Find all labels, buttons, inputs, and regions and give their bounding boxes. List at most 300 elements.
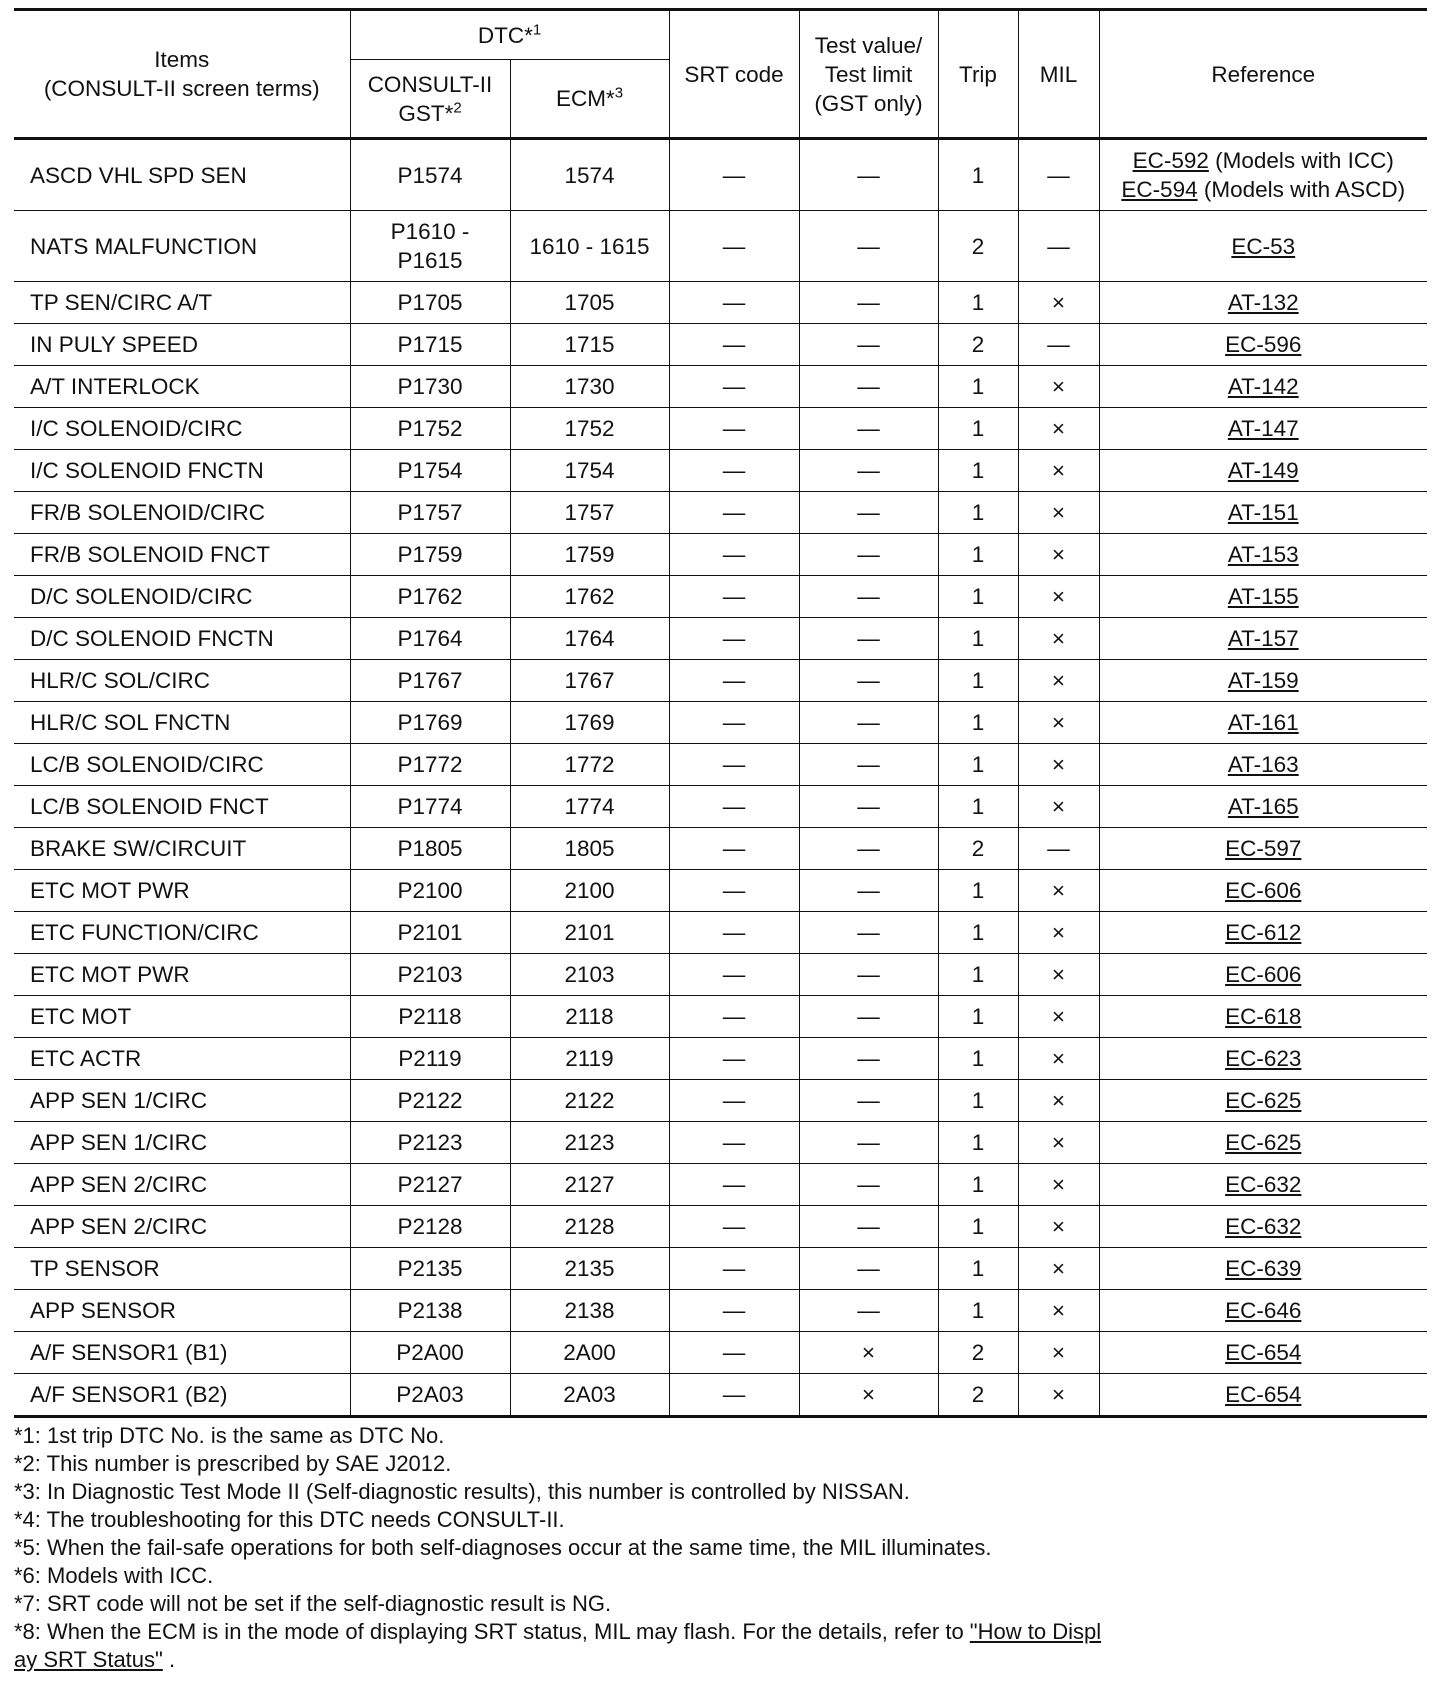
- table-row: [14, 786, 1427, 828]
- cell-reference: [1099, 282, 1427, 324]
- cell-srt: —: [669, 1038, 799, 1080]
- cell-consult-line2: P1615: [397, 248, 463, 273]
- table-row: [14, 492, 1427, 534]
- cell-trip: 1: [938, 702, 1018, 744]
- cell-consult: P1764: [350, 618, 510, 660]
- cell-item: D/C SOLENOID/CIRC: [14, 576, 350, 618]
- cell-reference: [1099, 954, 1427, 996]
- header-items-label: Items: [154, 47, 210, 72]
- cell-reference: [1099, 996, 1427, 1038]
- cell-reference: [1099, 660, 1427, 702]
- cell-mil: ×: [1018, 912, 1099, 954]
- cell-ecm: 1610 - 1615: [510, 211, 669, 282]
- reference-link[interactable]: AT-163: [1227, 752, 1299, 777]
- cell-ecm: 1759: [510, 534, 669, 576]
- cell-ecm: 2A00: [510, 1332, 669, 1374]
- cell-consult: P2127: [350, 1164, 510, 1206]
- cell-consult: P2122: [350, 1080, 510, 1122]
- cell-mil: —: [1018, 828, 1099, 870]
- cell-trip: 1: [938, 1290, 1018, 1332]
- cell-ecm: 2103: [510, 954, 669, 996]
- cell-consult: [350, 211, 510, 282]
- cell-test: —: [799, 786, 938, 828]
- cell-ecm: 1754: [510, 450, 669, 492]
- cell-mil: ×: [1018, 660, 1099, 702]
- cell-mil: ×: [1018, 1164, 1099, 1206]
- cell-mil: ×: [1018, 492, 1099, 534]
- cell-ecm: 2138: [510, 1290, 669, 1332]
- cell-trip: 1: [938, 1038, 1018, 1080]
- cell-mil: ×: [1018, 786, 1099, 828]
- cell-trip: 1: [938, 660, 1018, 702]
- cell-mil: ×: [1018, 618, 1099, 660]
- cell-item: I/C SOLENOID FNCTN: [14, 450, 350, 492]
- cell-ecm: 1715: [510, 324, 669, 366]
- cell-item: LC/B SOLENOID/CIRC: [14, 744, 350, 786]
- header-dtc: [350, 10, 669, 60]
- cell-mil: —: [1018, 139, 1099, 211]
- cell-ecm: 2100: [510, 870, 669, 912]
- footnote-1: *1: 1st trip DTC No. is the same as DTC No.: [14, 1423, 445, 1448]
- reference-link[interactable]: EC-625: [1225, 1130, 1302, 1155]
- cell-ecm: 1762: [510, 576, 669, 618]
- table-row: [14, 954, 1427, 996]
- cell-item: ETC FUNCTION/CIRC: [14, 912, 350, 954]
- cell-ecm: 1574: [510, 139, 669, 211]
- reference-link[interactable]: EC-625: [1225, 1088, 1302, 1113]
- cell-srt: —: [669, 618, 799, 660]
- cell-ecm: 2135: [510, 1248, 669, 1290]
- reference-link[interactable]: EC-606: [1225, 878, 1302, 903]
- cell-consult: P2128: [350, 1206, 510, 1248]
- cell-test: —: [799, 1248, 938, 1290]
- cell-reference: [1099, 211, 1427, 282]
- header-items: [14, 10, 350, 139]
- cell-mil: ×: [1018, 450, 1099, 492]
- cell-trip: 1: [938, 408, 1018, 450]
- cell-test: —: [799, 534, 938, 576]
- header-ecm-label: ECM*: [555, 86, 615, 111]
- cell-item: IN PULY SPEED: [14, 324, 350, 366]
- reference-link[interactable]: EC-612: [1225, 920, 1302, 945]
- cell-reference: [1099, 492, 1427, 534]
- cell-mil: ×: [1018, 408, 1099, 450]
- cell-ecm: 1769: [510, 702, 669, 744]
- cell-consult: P1762: [350, 576, 510, 618]
- cell-srt: —: [669, 282, 799, 324]
- cell-ecm: 1705: [510, 282, 669, 324]
- cell-item: NATS MALFUNCTION: [14, 211, 350, 282]
- cell-trip: 1: [938, 139, 1018, 211]
- cell-test: —: [799, 618, 938, 660]
- cell-mil: ×: [1018, 1080, 1099, 1122]
- cell-mil: ×: [1018, 744, 1099, 786]
- footnote-6: *6: Models with ICC.: [14, 1563, 214, 1588]
- reference-note: (Models with ASCD): [1197, 177, 1406, 202]
- cell-trip: 1: [938, 618, 1018, 660]
- reference-link[interactable]: EC-594: [1121, 177, 1198, 202]
- header-consult-line2: GST*: [398, 100, 454, 126]
- cell-srt: —: [669, 211, 799, 282]
- reference-link[interactable]: EC-654: [1225, 1382, 1302, 1407]
- table-row: [14, 828, 1427, 870]
- cell-trip: 1: [938, 1164, 1018, 1206]
- cell-trip: 1: [938, 450, 1018, 492]
- cell-consult: P1759: [350, 534, 510, 576]
- table-row: [14, 282, 1427, 324]
- cell-srt: —: [669, 1080, 799, 1122]
- cell-trip: 1: [938, 1248, 1018, 1290]
- reference-link[interactable]: EC-632: [1225, 1172, 1302, 1197]
- cell-mil: ×: [1018, 366, 1099, 408]
- table-body: [14, 139, 1427, 1417]
- cell-ecm: 1774: [510, 786, 669, 828]
- reference-link[interactable]: AT-132: [1227, 290, 1299, 315]
- cell-consult: P1705: [350, 282, 510, 324]
- cell-srt: —: [669, 1374, 799, 1417]
- cell-trip: 2: [938, 211, 1018, 282]
- cell-reference: [1099, 450, 1427, 492]
- cell-item: ETC MOT PWR: [14, 954, 350, 996]
- reference-link[interactable]: EC-639: [1225, 1256, 1302, 1281]
- cell-srt: —: [669, 1248, 799, 1290]
- reference-link[interactable]: EC-623: [1225, 1046, 1302, 1071]
- cell-mil: ×: [1018, 534, 1099, 576]
- cell-ecm: 2A03: [510, 1374, 669, 1417]
- reference-link[interactable]: AT-147: [1227, 416, 1299, 441]
- cell-reference: [1099, 1248, 1427, 1290]
- cell-ecm: 1730: [510, 366, 669, 408]
- table-row: [14, 618, 1427, 660]
- cell-srt: —: [669, 1122, 799, 1164]
- cell-srt: —: [669, 1290, 799, 1332]
- cell-consult: P2100: [350, 870, 510, 912]
- table-row: [14, 366, 1427, 408]
- cell-srt: —: [669, 1164, 799, 1206]
- table-header: [14, 10, 1427, 139]
- cell-consult: P1715: [350, 324, 510, 366]
- header-trip: Trip: [938, 10, 1018, 139]
- cell-srt: —: [669, 1206, 799, 1248]
- cell-item: APP SEN 1/CIRC: [14, 1080, 350, 1122]
- cell-reference: [1099, 1038, 1427, 1080]
- table-row: [14, 1248, 1427, 1290]
- cell-trip: 1: [938, 996, 1018, 1038]
- header-reference: Reference: [1099, 10, 1427, 139]
- dtc-table: [14, 8, 1427, 1418]
- cell-reference: [1099, 1290, 1427, 1332]
- cell-srt: —: [669, 324, 799, 366]
- cell-srt: —: [669, 744, 799, 786]
- cell-ecm: 1767: [510, 660, 669, 702]
- cell-reference: [1099, 576, 1427, 618]
- table-row: [14, 1038, 1427, 1080]
- table-row: [14, 534, 1427, 576]
- reference-link[interactable]: EC-596: [1225, 332, 1302, 357]
- cell-consult: P2138: [350, 1290, 510, 1332]
- cell-consult: P2123: [350, 1122, 510, 1164]
- reference-link[interactable]: EC-618: [1225, 1004, 1302, 1029]
- table-row: [14, 744, 1427, 786]
- cell-consult: P1757: [350, 492, 510, 534]
- cell-consult: P2118: [350, 996, 510, 1038]
- cell-srt: —: [669, 870, 799, 912]
- cell-mil: —: [1018, 211, 1099, 282]
- cell-consult: P1769: [350, 702, 510, 744]
- table-row: [14, 1080, 1427, 1122]
- footnote-3: *3: In Diagnostic Test Mode II (Self-diagnostic results), this number is controlled by NISSAN.: [14, 1479, 910, 1504]
- cell-srt: —: [669, 1332, 799, 1374]
- header-mil: MIL: [1018, 10, 1099, 139]
- cell-consult: P1805: [350, 828, 510, 870]
- header-dtc-label: DTC*: [477, 22, 533, 48]
- cell-item: FR/B SOLENOID/CIRC: [14, 492, 350, 534]
- cell-ecm: 1772: [510, 744, 669, 786]
- cell-srt: —: [669, 660, 799, 702]
- footnote-4: *4: The troubleshooting for this DTC needs CONSULT-II.: [14, 1507, 565, 1532]
- table-row: [14, 450, 1427, 492]
- cell-test: —: [799, 450, 938, 492]
- cell-reference: [1099, 408, 1427, 450]
- header-ecm-sup: 3: [614, 84, 624, 102]
- cell-consult: P1767: [350, 660, 510, 702]
- cell-srt: —: [669, 366, 799, 408]
- cell-test: ×: [799, 1332, 938, 1374]
- cell-consult: P1774: [350, 786, 510, 828]
- cell-trip: 1: [938, 534, 1018, 576]
- cell-mil: ×: [1018, 996, 1099, 1038]
- cell-item: ETC MOT PWR: [14, 870, 350, 912]
- cell-reference: [1099, 1080, 1427, 1122]
- cell-mil: ×: [1018, 576, 1099, 618]
- cell-consult: P2101: [350, 912, 510, 954]
- cell-item: A/F SENSOR1 (B2): [14, 1374, 350, 1417]
- cell-trip: 1: [938, 870, 1018, 912]
- cell-srt: —: [669, 139, 799, 211]
- cell-item: HLR/C SOL/CIRC: [14, 660, 350, 702]
- cell-test: —: [799, 702, 938, 744]
- cell-test: —: [799, 660, 938, 702]
- cell-item: FR/B SOLENOID FNCT: [14, 534, 350, 576]
- cell-srt: —: [669, 912, 799, 954]
- cell-consult: P2119: [350, 1038, 510, 1080]
- cell-reference: [1099, 1206, 1427, 1248]
- reference-link[interactable]: EC-632: [1225, 1214, 1302, 1239]
- footnote-8: [14, 1618, 1427, 1646]
- cell-trip: 1: [938, 366, 1018, 408]
- cell-trip: 2: [938, 1374, 1018, 1417]
- cell-test: —: [799, 1080, 938, 1122]
- reference-link[interactable]: AT-149: [1227, 458, 1299, 483]
- cell-item: D/C SOLENOID FNCTN: [14, 618, 350, 660]
- reference-link[interactable]: AT-161: [1227, 710, 1299, 735]
- cell-test: —: [799, 139, 938, 211]
- cell-ecm: 1752: [510, 408, 669, 450]
- cell-ecm: 2118: [510, 996, 669, 1038]
- cell-trip: 2: [938, 828, 1018, 870]
- reference-link[interactable]: EC-654: [1225, 1340, 1302, 1365]
- cell-item: ETC ACTR: [14, 1038, 350, 1080]
- cell-srt: —: [669, 954, 799, 996]
- cell-ecm: 2122: [510, 1080, 669, 1122]
- table-row: [14, 1374, 1427, 1417]
- cell-reference: [1099, 1164, 1427, 1206]
- header-ecm: [510, 60, 669, 139]
- cell-srt: —: [669, 786, 799, 828]
- cell-test: —: [799, 282, 938, 324]
- cell-test: —: [799, 870, 938, 912]
- reference-link[interactable]: AT-151: [1227, 500, 1299, 525]
- reference-link[interactable]: AT-155: [1227, 584, 1299, 609]
- cell-reference: [1099, 912, 1427, 954]
- table-row: [14, 996, 1427, 1038]
- cell-test: —: [799, 954, 938, 996]
- cell-consult: P2A03: [350, 1374, 510, 1417]
- cell-item: ASCD VHL SPD SEN: [14, 139, 350, 211]
- cell-ecm: 2123: [510, 1122, 669, 1164]
- cell-srt: —: [669, 576, 799, 618]
- cell-test: —: [799, 366, 938, 408]
- cell-reference: [1099, 744, 1427, 786]
- reference-note: (Models with ICC): [1208, 148, 1394, 173]
- cell-test: —: [799, 1122, 938, 1164]
- cell-consult: P2103: [350, 954, 510, 996]
- cell-item: APP SEN 2/CIRC: [14, 1206, 350, 1248]
- cell-item: ETC MOT: [14, 996, 350, 1038]
- reference-link[interactable]: EC-592: [1132, 148, 1209, 173]
- cell-mil: ×: [1018, 1332, 1099, 1374]
- cell-ecm: 1757: [510, 492, 669, 534]
- table-row: [14, 324, 1427, 366]
- cell-srt: —: [669, 492, 799, 534]
- header-test: [799, 10, 938, 139]
- cell-trip: 1: [938, 912, 1018, 954]
- cell-trip: 1: [938, 744, 1018, 786]
- cell-consult: P1754: [350, 450, 510, 492]
- table-row: [14, 660, 1427, 702]
- reference-link[interactable]: EC-597: [1225, 836, 1302, 861]
- cell-srt: —: [669, 450, 799, 492]
- footnote-7: *7: SRT code will not be set if the self-diagnostic result is NG.: [14, 1591, 612, 1616]
- cell-srt: —: [669, 828, 799, 870]
- srt-status-link[interactable]: "How to Displ: [969, 1619, 1102, 1644]
- reference-link[interactable]: AT-165: [1227, 794, 1299, 819]
- cell-consult: P2A00: [350, 1332, 510, 1374]
- cell-item: TP SENSOR: [14, 1248, 350, 1290]
- cell-test: —: [799, 211, 938, 282]
- cell-ecm: 2127: [510, 1164, 669, 1206]
- reference-link[interactable]: EC-53: [1231, 233, 1296, 259]
- cell-consult: P2135: [350, 1248, 510, 1290]
- reference-link[interactable]: AT-142: [1227, 374, 1299, 399]
- cell-srt: —: [669, 408, 799, 450]
- cell-test: —: [799, 912, 938, 954]
- cell-item: APP SENSOR: [14, 1290, 350, 1332]
- cell-test: —: [799, 576, 938, 618]
- cell-consult: P1574: [350, 139, 510, 211]
- header-test-line1: Test value/: [814, 32, 923, 58]
- table-row: [14, 870, 1427, 912]
- header-consult: [350, 60, 510, 139]
- cell-item: A/T INTERLOCK: [14, 366, 350, 408]
- cell-item: APP SEN 1/CIRC: [14, 1122, 350, 1164]
- reference-link[interactable]: EC-606: [1225, 962, 1302, 987]
- cell-trip: 1: [938, 786, 1018, 828]
- footnote-2: *2: This number is prescribed by SAE J2012.: [14, 1451, 452, 1476]
- cell-reference: [1099, 870, 1427, 912]
- table-row: [14, 1332, 1427, 1374]
- reference-link[interactable]: AT-157: [1227, 626, 1299, 651]
- table-row: [14, 912, 1427, 954]
- cell-item: APP SEN 2/CIRC: [14, 1164, 350, 1206]
- cell-mil: ×: [1018, 282, 1099, 324]
- reference-link[interactable]: AT-153: [1227, 542, 1299, 567]
- header-test-line2: Test limit: [824, 61, 913, 87]
- header-items-sub: (CONSULT-II screen terms): [43, 76, 320, 101]
- table-row: [14, 408, 1427, 450]
- cell-reference: [1099, 786, 1427, 828]
- cell-trip: 1: [938, 492, 1018, 534]
- cell-reference: [1099, 1374, 1427, 1417]
- cell-item: A/F SENSOR1 (B1): [14, 1332, 350, 1374]
- cell-test: —: [799, 492, 938, 534]
- cell-consult: P1752: [350, 408, 510, 450]
- header-dtc-sup: 1: [532, 21, 542, 38]
- cell-ecm: 2101: [510, 912, 669, 954]
- cell-reference: [1099, 534, 1427, 576]
- header-srt: SRT code: [669, 10, 799, 139]
- cell-test: —: [799, 744, 938, 786]
- cell-reference: [1099, 139, 1427, 211]
- reference-link[interactable]: EC-646: [1225, 1298, 1302, 1323]
- cell-consult: P1772: [350, 744, 510, 786]
- cell-reference: [1099, 1332, 1427, 1374]
- footnote-8-cont: [14, 1646, 1427, 1674]
- cell-srt: —: [669, 996, 799, 1038]
- cell-mil: ×: [1018, 1290, 1099, 1332]
- cell-test: —: [799, 828, 938, 870]
- footnotes: [14, 1422, 1427, 1674]
- cell-reference: [1099, 618, 1427, 660]
- cell-test: —: [799, 1038, 938, 1080]
- cell-test: —: [799, 1290, 938, 1332]
- cell-reference: [1099, 324, 1427, 366]
- cell-test: —: [799, 408, 938, 450]
- cell-item: HLR/C SOL FNCTN: [14, 702, 350, 744]
- cell-reference: [1099, 828, 1427, 870]
- table-row: [14, 211, 1427, 282]
- cell-consult: P1730: [350, 366, 510, 408]
- table-row: [14, 1122, 1427, 1164]
- cell-mil: ×: [1018, 954, 1099, 996]
- cell-mil: ×: [1018, 870, 1099, 912]
- header-test-line3: (GST only): [814, 90, 923, 116]
- footnote-5: *5: When the fail-safe operations for both self-diagnoses occur at the same time, the MIL illuminates.: [14, 1535, 992, 1560]
- cell-test: —: [799, 1206, 938, 1248]
- cell-reference: [1099, 702, 1427, 744]
- cell-trip: 1: [938, 1080, 1018, 1122]
- cell-test: —: [799, 996, 938, 1038]
- srt-status-link-cont[interactable]: ay SRT Status": [14, 1647, 163, 1672]
- cell-reference: [1099, 366, 1427, 408]
- cell-trip: 1: [938, 954, 1018, 996]
- reference-link[interactable]: AT-159: [1227, 668, 1299, 693]
- cell-consult-line1: P1610 -: [390, 219, 470, 244]
- cell-trip: 1: [938, 282, 1018, 324]
- header-consult-sup: 2: [453, 99, 462, 116]
- cell-srt: —: [669, 534, 799, 576]
- cell-mil: ×: [1018, 1122, 1099, 1164]
